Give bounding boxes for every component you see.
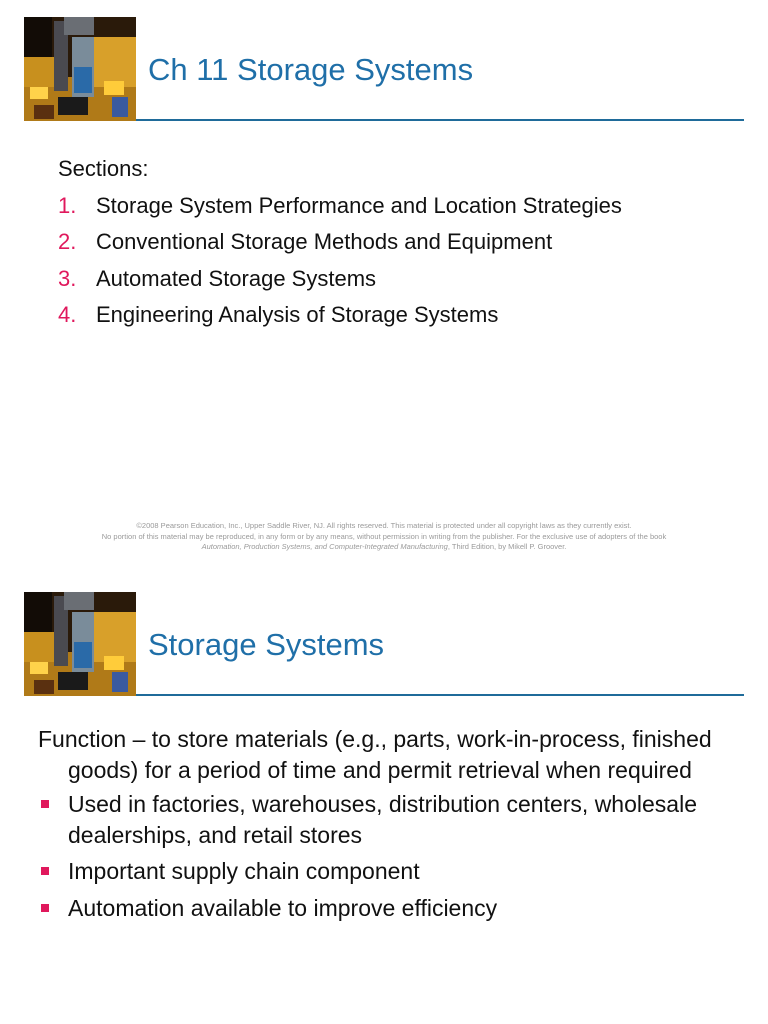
list-text: Engineering Analysis of Storage Systems bbox=[96, 302, 499, 327]
list-item bbox=[38, 893, 748, 924]
slide-body bbox=[38, 724, 748, 929]
book-edition: , Third Edition, by Mikell P. Groover. bbox=[447, 542, 567, 551]
list-number: 2. bbox=[58, 229, 77, 254]
book-title: Automation, Production Systems, and Computer-Integrated Manufacturing bbox=[201, 542, 448, 551]
list-item bbox=[58, 224, 748, 261]
list-item bbox=[58, 188, 748, 225]
sections-heading: Sections: bbox=[58, 156, 149, 181]
copyright-line-1: ©2008 Pearson Education, Inc., Upper Saddle River, NJ. All rights reserved. This material is protected under all copyright laws as they currently exist. bbox=[136, 521, 632, 530]
list-item bbox=[38, 856, 748, 887]
bullet-text: Used in factories, warehouses, distribution centers, wholesale dealerships, and retail stores bbox=[68, 791, 697, 848]
list-number: 1. bbox=[58, 192, 77, 218]
bullet-text: Important supply chain component bbox=[68, 858, 420, 884]
copyright-line-2: No portion of this material may be reproduced, in any form or by any means, without permission in writing from the publisher. For the exclusive use of adopters of the book bbox=[101, 531, 667, 541]
list-text: Conventional Storage Methods and Equipment bbox=[96, 229, 553, 254]
list-number: 3. bbox=[58, 265, 77, 291]
title-divider bbox=[136, 119, 744, 121]
function-definition: Function – to store materials (e.g., parts, work-in-process, finished goods) for a period of time and permit retrieval when required bbox=[38, 726, 712, 783]
list-text: Storage System Performance and Location Strategies bbox=[96, 192, 622, 218]
title-divider bbox=[136, 694, 744, 696]
copyright-line-3 bbox=[0, 542, 768, 553]
square-bullet-icon bbox=[38, 789, 68, 850]
square-bullet-icon bbox=[38, 893, 68, 924]
list-item bbox=[58, 297, 748, 334]
slide-title: Storage Systems bbox=[148, 627, 385, 662]
circuit-board-image bbox=[24, 17, 136, 121]
bullet-list bbox=[38, 789, 748, 923]
list-item bbox=[58, 261, 748, 298]
bullet-text: Automation available to improve efficiency bbox=[68, 894, 498, 921]
circuit-board-image bbox=[24, 592, 136, 696]
list-item bbox=[38, 789, 748, 850]
sections-list bbox=[58, 188, 748, 334]
sections-block bbox=[58, 151, 748, 334]
list-number: 4. bbox=[58, 302, 77, 327]
square-bullet-icon bbox=[38, 856, 68, 887]
slide-2 bbox=[0, 575, 768, 1024]
slide-title: Ch 11 Storage Systems bbox=[148, 52, 474, 87]
copyright-notice bbox=[0, 521, 768, 553]
list-text: Automated Storage Systems bbox=[96, 265, 377, 291]
